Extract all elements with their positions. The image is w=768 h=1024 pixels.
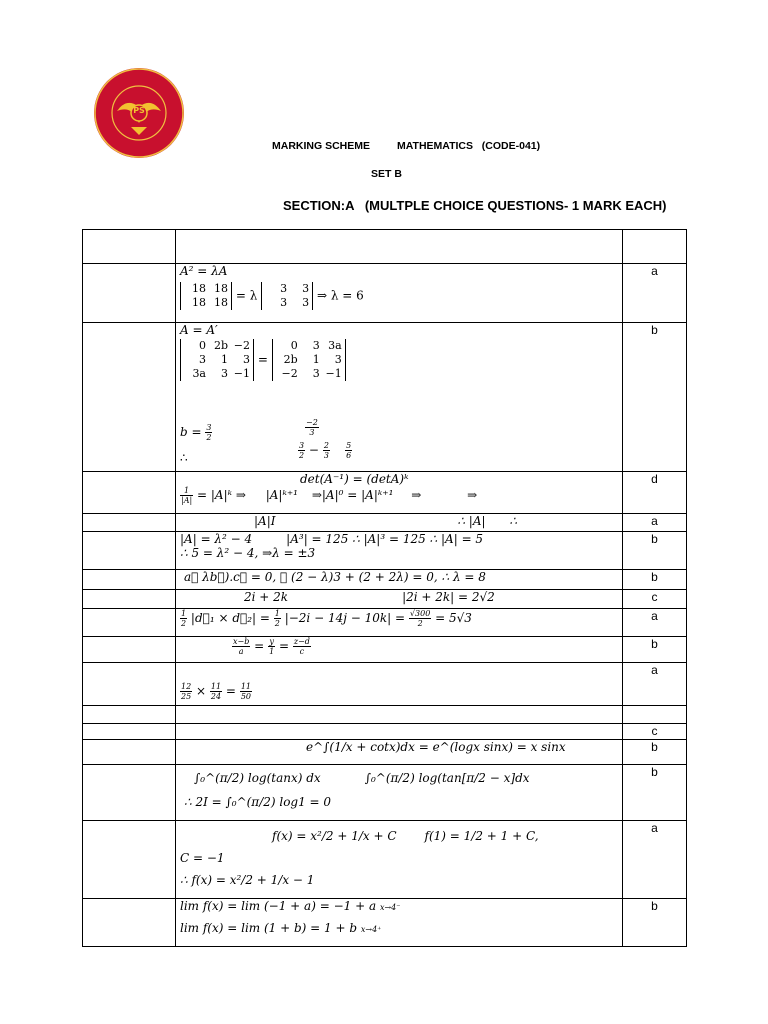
table-row: |A| = λ² − 4 |A³| = 125 ∴ |A|³ = 125 ∴ |A| = 5 ∴ 5 = λ² − 4, ⇒λ = ±3 b (83, 532, 687, 570)
logo (93, 67, 185, 159)
table-row: 2i + 2k |2i + 2k| = 2√2 c (83, 590, 687, 609)
set-label: SET B (371, 168, 402, 180)
answer-cell: a (623, 264, 687, 323)
table-row: $\frac{1}{2}$ |d⃗₁ × d⃗₂| = $\frac{1}{2}$ |−2i − 14j − 10k| = $\frac{√300}{2}$ = 5√3 a (83, 609, 687, 637)
marking-table (82, 229, 687, 947)
answer-cell: a (623, 609, 687, 637)
answer-cell: b (623, 323, 687, 472)
matrix-a: 18 18 18 18 (180, 282, 232, 310)
answer-cell: a (623, 821, 687, 899)
matrix-b: 3 3 3 3 (261, 282, 313, 310)
answer-cell: a (623, 663, 687, 706)
eq-line: A² = λA (180, 264, 228, 278)
table-row: e^∫(1/x + cotx)dx = e^(logx sinx) = x sinx b (83, 740, 687, 765)
answer-cell: c (623, 724, 687, 740)
matrix-a: 0 2b −2 3 1 3 3a 3 −1 (180, 339, 254, 381)
answer-cell: b (623, 637, 687, 663)
logo-initials: PS (133, 106, 145, 115)
table-row: $\frac{12}{25}$ × $\frac{11}{24}$ = $\frac{11}{50}$ a (83, 663, 687, 706)
marking-scheme-title: MARKING SCHEME (272, 140, 371, 152)
table-row: lim f(x) = lim (−1 + a) = −1 + a x→4⁻ lim f(x) = lim (1 + b) = 1 + b x→4⁺ b (83, 899, 687, 947)
matrix-b: 0 3 3a 2b 1 3 −2 3 −1 (272, 339, 346, 381)
table-row (83, 230, 687, 264)
table-row: A = A′ 0 2b −2 3 1 3 3a 3 −1 = 0 3 3a 2b 1 3 −2 3 −1 b = $\frac{3}{2}$ ∴ $\frac{-2}{3}$ $\frac{3}{2}$ − $\frac{2}{3}$ $\frac{5}{6}$ b (83, 323, 687, 472)
answer-cell: d (623, 472, 687, 514)
answer-cell: c (623, 590, 687, 609)
answer-cell: b (623, 532, 687, 570)
section-title: SECTION:A (MULTPLE CHOICE QUESTIONS- 1 MARK EACH) (283, 198, 667, 213)
table-row: a⃗ λb⃗).c⃗ = 0, ∴ (2 − λ)3 + (2 + 2λ) = 0, ∴ λ = 8 b (83, 570, 687, 590)
table-row (83, 724, 687, 740)
answer-cell: b (623, 899, 687, 947)
table-row: |A|I ∴ |A| ∴ a (83, 514, 687, 532)
table-row: ∫₀^(π/2) log(tanx) dx ∫₀^(π/2) log(tan[π/2 − x]dx ∴ 2I = ∫₀^(π/2) log1 = 0 b (83, 765, 687, 821)
answer-cell: b (623, 740, 687, 765)
table-row: $\frac{x-b}{a}$ = $\frac{y}{1}$ = $\frac{z-d}{c}$ b (83, 637, 687, 663)
answer-cell: b (623, 765, 687, 821)
subject-title: MATHEMATICS (CODE-041) (397, 140, 541, 152)
table-row: det(A⁻¹) = (detA)ᵏ $\frac{1}{|A|}$ = |A|ᵏ ⇒ |A|ᵏ⁺¹ ⇒|A|⁰ = |A|ᵏ⁺¹ ⇒ ⇒ d (83, 472, 687, 514)
answer-cell: b (623, 570, 687, 590)
answer-cell: a (623, 514, 687, 532)
table-row: A² = λA 18 18 18 18 = λ 3 3 3 3 ⇒ λ = 6 a (83, 264, 687, 323)
table-row: f(x) = x²/2 + 1/x + C f(1) = 1/2 + 1 + C, C = −1 ∴ f(x) = x²/2 + 1/x − 1 a (83, 821, 687, 899)
table-row (83, 706, 687, 724)
